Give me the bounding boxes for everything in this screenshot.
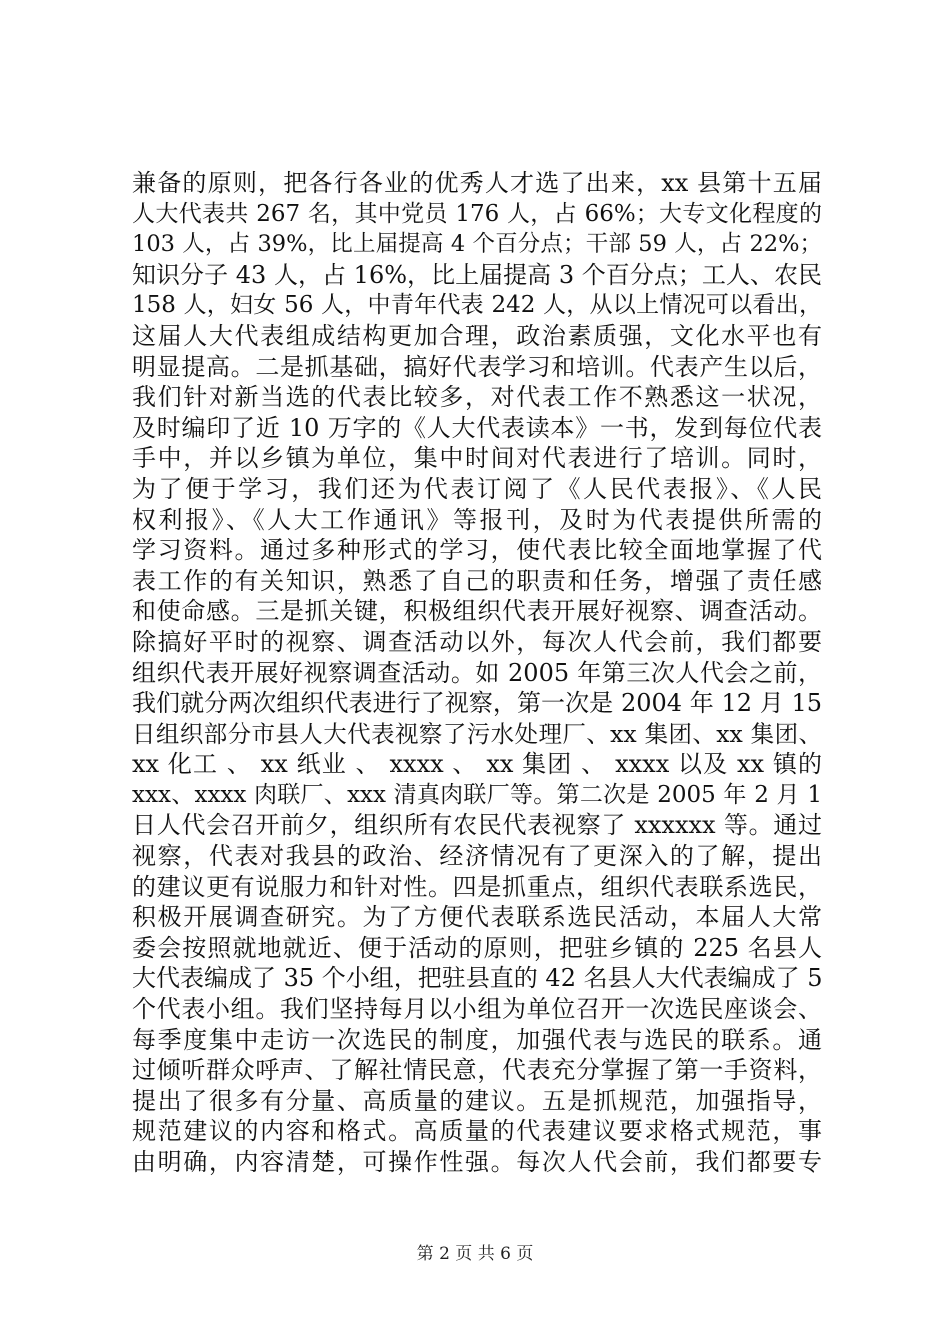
text-line: 和使命感。三是抓关键，积极组织代表开展好视察、调查活动。 xyxy=(132,597,822,626)
text-line: 每季度集中走访一次选民的制度，加强代表与选民的联系。通 xyxy=(132,1025,822,1054)
text-line: 日组织部分市县人大代表视察了污水处理厂、xx 集团、xx 集团、 xyxy=(132,719,822,748)
text-line: xx 化工 、 xx 纸业 、 xxxx 、 xx 集团 、 xxxx 以及 xx 镇的 xyxy=(132,750,822,779)
text-line: 我们就分两次组织代表进行了视察，第一次是 2004 年 12 月 15 xyxy=(132,689,822,718)
text-line: 我们针对新当选的代表比较多，对代表工作不熟悉这一状况， xyxy=(132,383,822,412)
text-line: 积极开展调查研究。为了方便代表联系选民活动，本届人大常 xyxy=(132,903,822,932)
text-line: 个代表小组。我们坚持每月以小组为单位召开一次选民座谈会、 xyxy=(132,995,822,1024)
text-line: 委会按照就地就近、便于活动的原则，把驻乡镇的 225 名县人 xyxy=(132,933,822,962)
text-line: 的建议更有说服力和针对性。四是抓重点，组织代表联系选民， xyxy=(132,872,822,901)
text-line: 手中，并以乡镇为单位，集中时间对代表进行了培训。同时， xyxy=(132,444,822,473)
text-line: 由明确，内容清楚，可操作性强。每次人代会前，我们都要专 xyxy=(132,1148,822,1176)
text-line: 为了便于学习，我们还为代表订阅了《人民代表报》、《人民 xyxy=(132,474,822,503)
text-line: 103 人，占 39%，比上届提高 4 个百分点；干部 59 人，占 22%； xyxy=(132,231,822,258)
text-line: 知识分子 43 人，占 16%，比上届提高 3 个百分点；工人、农民 xyxy=(132,260,822,289)
text-line: 兼备的原则，把各行各业的优秀人才选了出来，xx 县第十五届 xyxy=(132,169,822,197)
text-line: 过倾听群众呼声、了解社情民意，代表充分掌握了第一手资料， xyxy=(132,1056,822,1085)
text-line: 158 人，妇女 56 人，中青年代表 242 人，从以上情况可以看出， xyxy=(132,292,822,319)
text-line: 视察，代表对我县的政治、经济情况有了更深入的了解，提出 xyxy=(132,842,822,871)
text-line: 权利报》、《人大工作通讯》等报刊，及时为代表提供所需的 xyxy=(132,505,822,534)
text-line: 学习资料。通过多种形式的学习，使代表比较全面地掌握了代 xyxy=(132,536,822,565)
text-line: 提出了很多有分量、高质量的建议。五是抓规范，加强指导， xyxy=(132,1086,822,1115)
text-line: 日人代会召开前夕，组织所有农民代表视察了 xxxxxx 等。通过 xyxy=(132,811,822,840)
text-line: 表工作的有关知识，熟悉了自己的职责和任务，增强了责任感 xyxy=(132,566,822,595)
page-footer: 第 2 页 共 6 页 xyxy=(416,1244,534,1264)
text-line: 这届人大代表组成结构更加合理，政治素质强，文化水平也有 xyxy=(132,321,822,350)
text-line: 明显提高。二是抓基础，搞好代表学习和培训。代表产生以后， xyxy=(132,352,822,381)
text-line: 规范建议的内容和格式。高质量的代表建议要求格式规范，事 xyxy=(132,1117,822,1146)
document-body xyxy=(132,168,822,1178)
text-line: 人大代表共 267 名，其中党员 176 人，占 66%；大专文化程度的 xyxy=(132,200,822,227)
text-line: 大代表编成了 35 个小组，把驻县直的 42 名县人大代表编成了 5 xyxy=(132,964,823,993)
text-line: xxx、xxxx 肉联厂、xxx 清真肉联厂等。第二次是 2005 年 2 月 1 xyxy=(132,781,822,808)
text-line: 组织代表开展好视察调查活动。如 2005 年第三次人代会之前， xyxy=(132,658,822,687)
text-line: 及时编印了近 10 万字的《人大代表读本》一书，发到每位代表 xyxy=(132,413,822,442)
text-line: 除搞好平时的视察、调查活动以外，每次人代会前，我们都要 xyxy=(132,627,822,656)
